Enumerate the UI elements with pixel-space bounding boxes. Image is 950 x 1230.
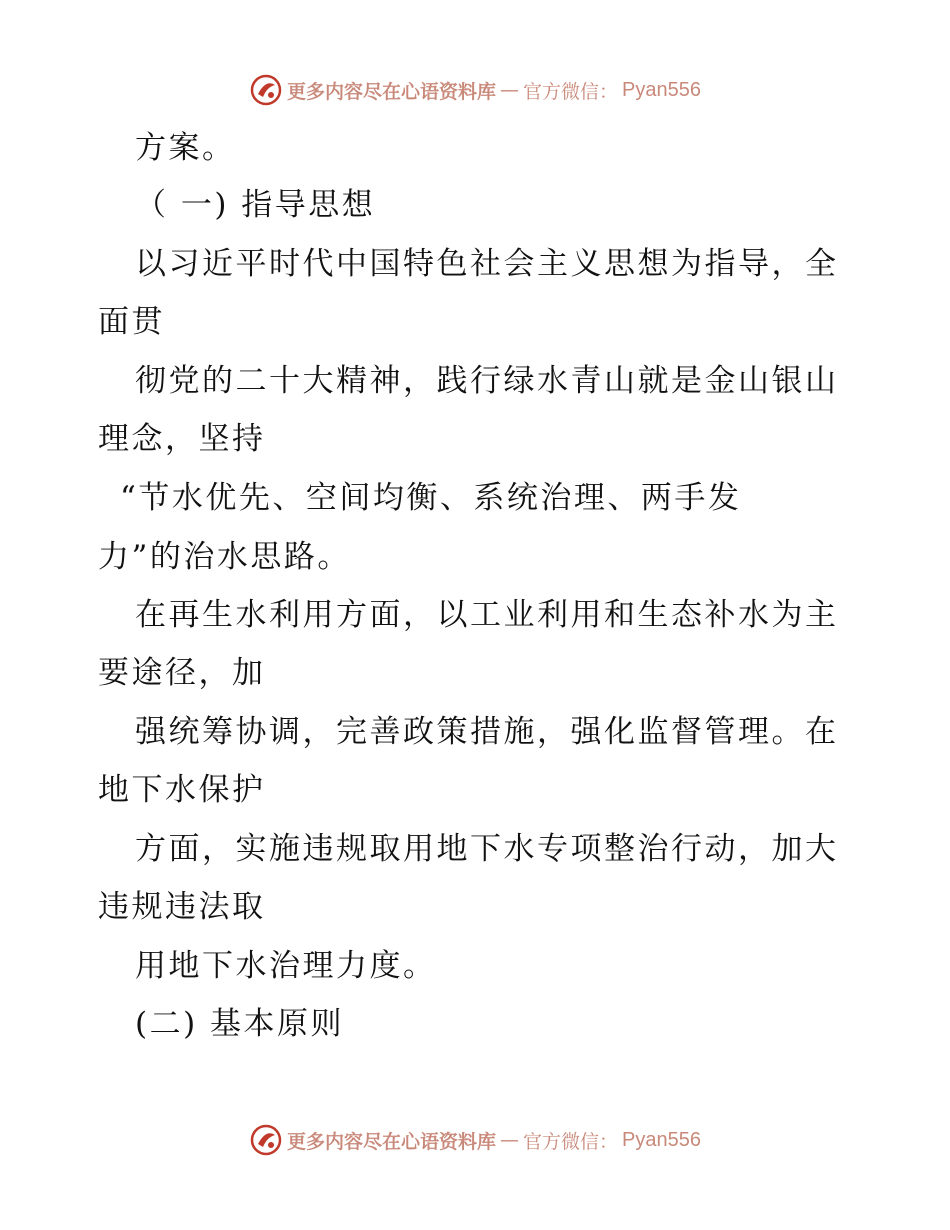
body-line: 彻党的二十大精神，践行绿水青山就是金山银山: [135, 363, 839, 399]
body-line: “节水优先、空间均衡、系统治理、两手发: [120, 480, 742, 516]
banner-official-label: 官方微信：: [523, 80, 619, 103]
body-line: 违规违法取: [98, 889, 266, 925]
section-heading-guiding-thought: （ 一) 指导思想: [135, 187, 376, 223]
banner-wechat-handle: Pyan556: [622, 1128, 701, 1151]
banner-dash: —: [500, 79, 520, 101]
body-line: 要途径，加: [98, 655, 266, 691]
body-line: 理念，坚持: [98, 421, 266, 457]
header-watermark-banner: [0, 70, 950, 110]
banner-library-text: 更多内容尽在心语资料库: [287, 80, 497, 103]
body-line: 力”的治水思路。: [98, 539, 351, 575]
banner-official-label: 官方微信：: [523, 1130, 619, 1153]
body-line: 面贯: [98, 304, 165, 340]
banner-dash: —: [500, 1129, 520, 1151]
body-line: 方面，实施违规取用地下水专项整治行动，加大: [135, 831, 839, 867]
library-logo-icon: [249, 73, 283, 107]
banner-wechat-handle: Pyan556: [622, 78, 701, 101]
library-logo-icon: [249, 1123, 283, 1157]
body-line: 强统筹协调，完善政策措施，强化监督管理。在: [135, 714, 839, 750]
banner-library-text: 更多内容尽在心语资料库: [287, 1130, 497, 1153]
body-line: 以习近平时代中国特色社会主义思想为指导，全: [135, 246, 839, 282]
body-line: 在再生水利用方面，以工业利用和生态补水为主: [135, 597, 839, 633]
section-heading-basic-principles: (二) 基本原则: [135, 1006, 345, 1042]
footer-watermark-banner: [0, 1120, 950, 1160]
body-line: 方案。: [135, 130, 236, 166]
body-line: 地下水保护: [98, 772, 266, 808]
body-line: 用地下水治理力度。: [135, 948, 437, 984]
